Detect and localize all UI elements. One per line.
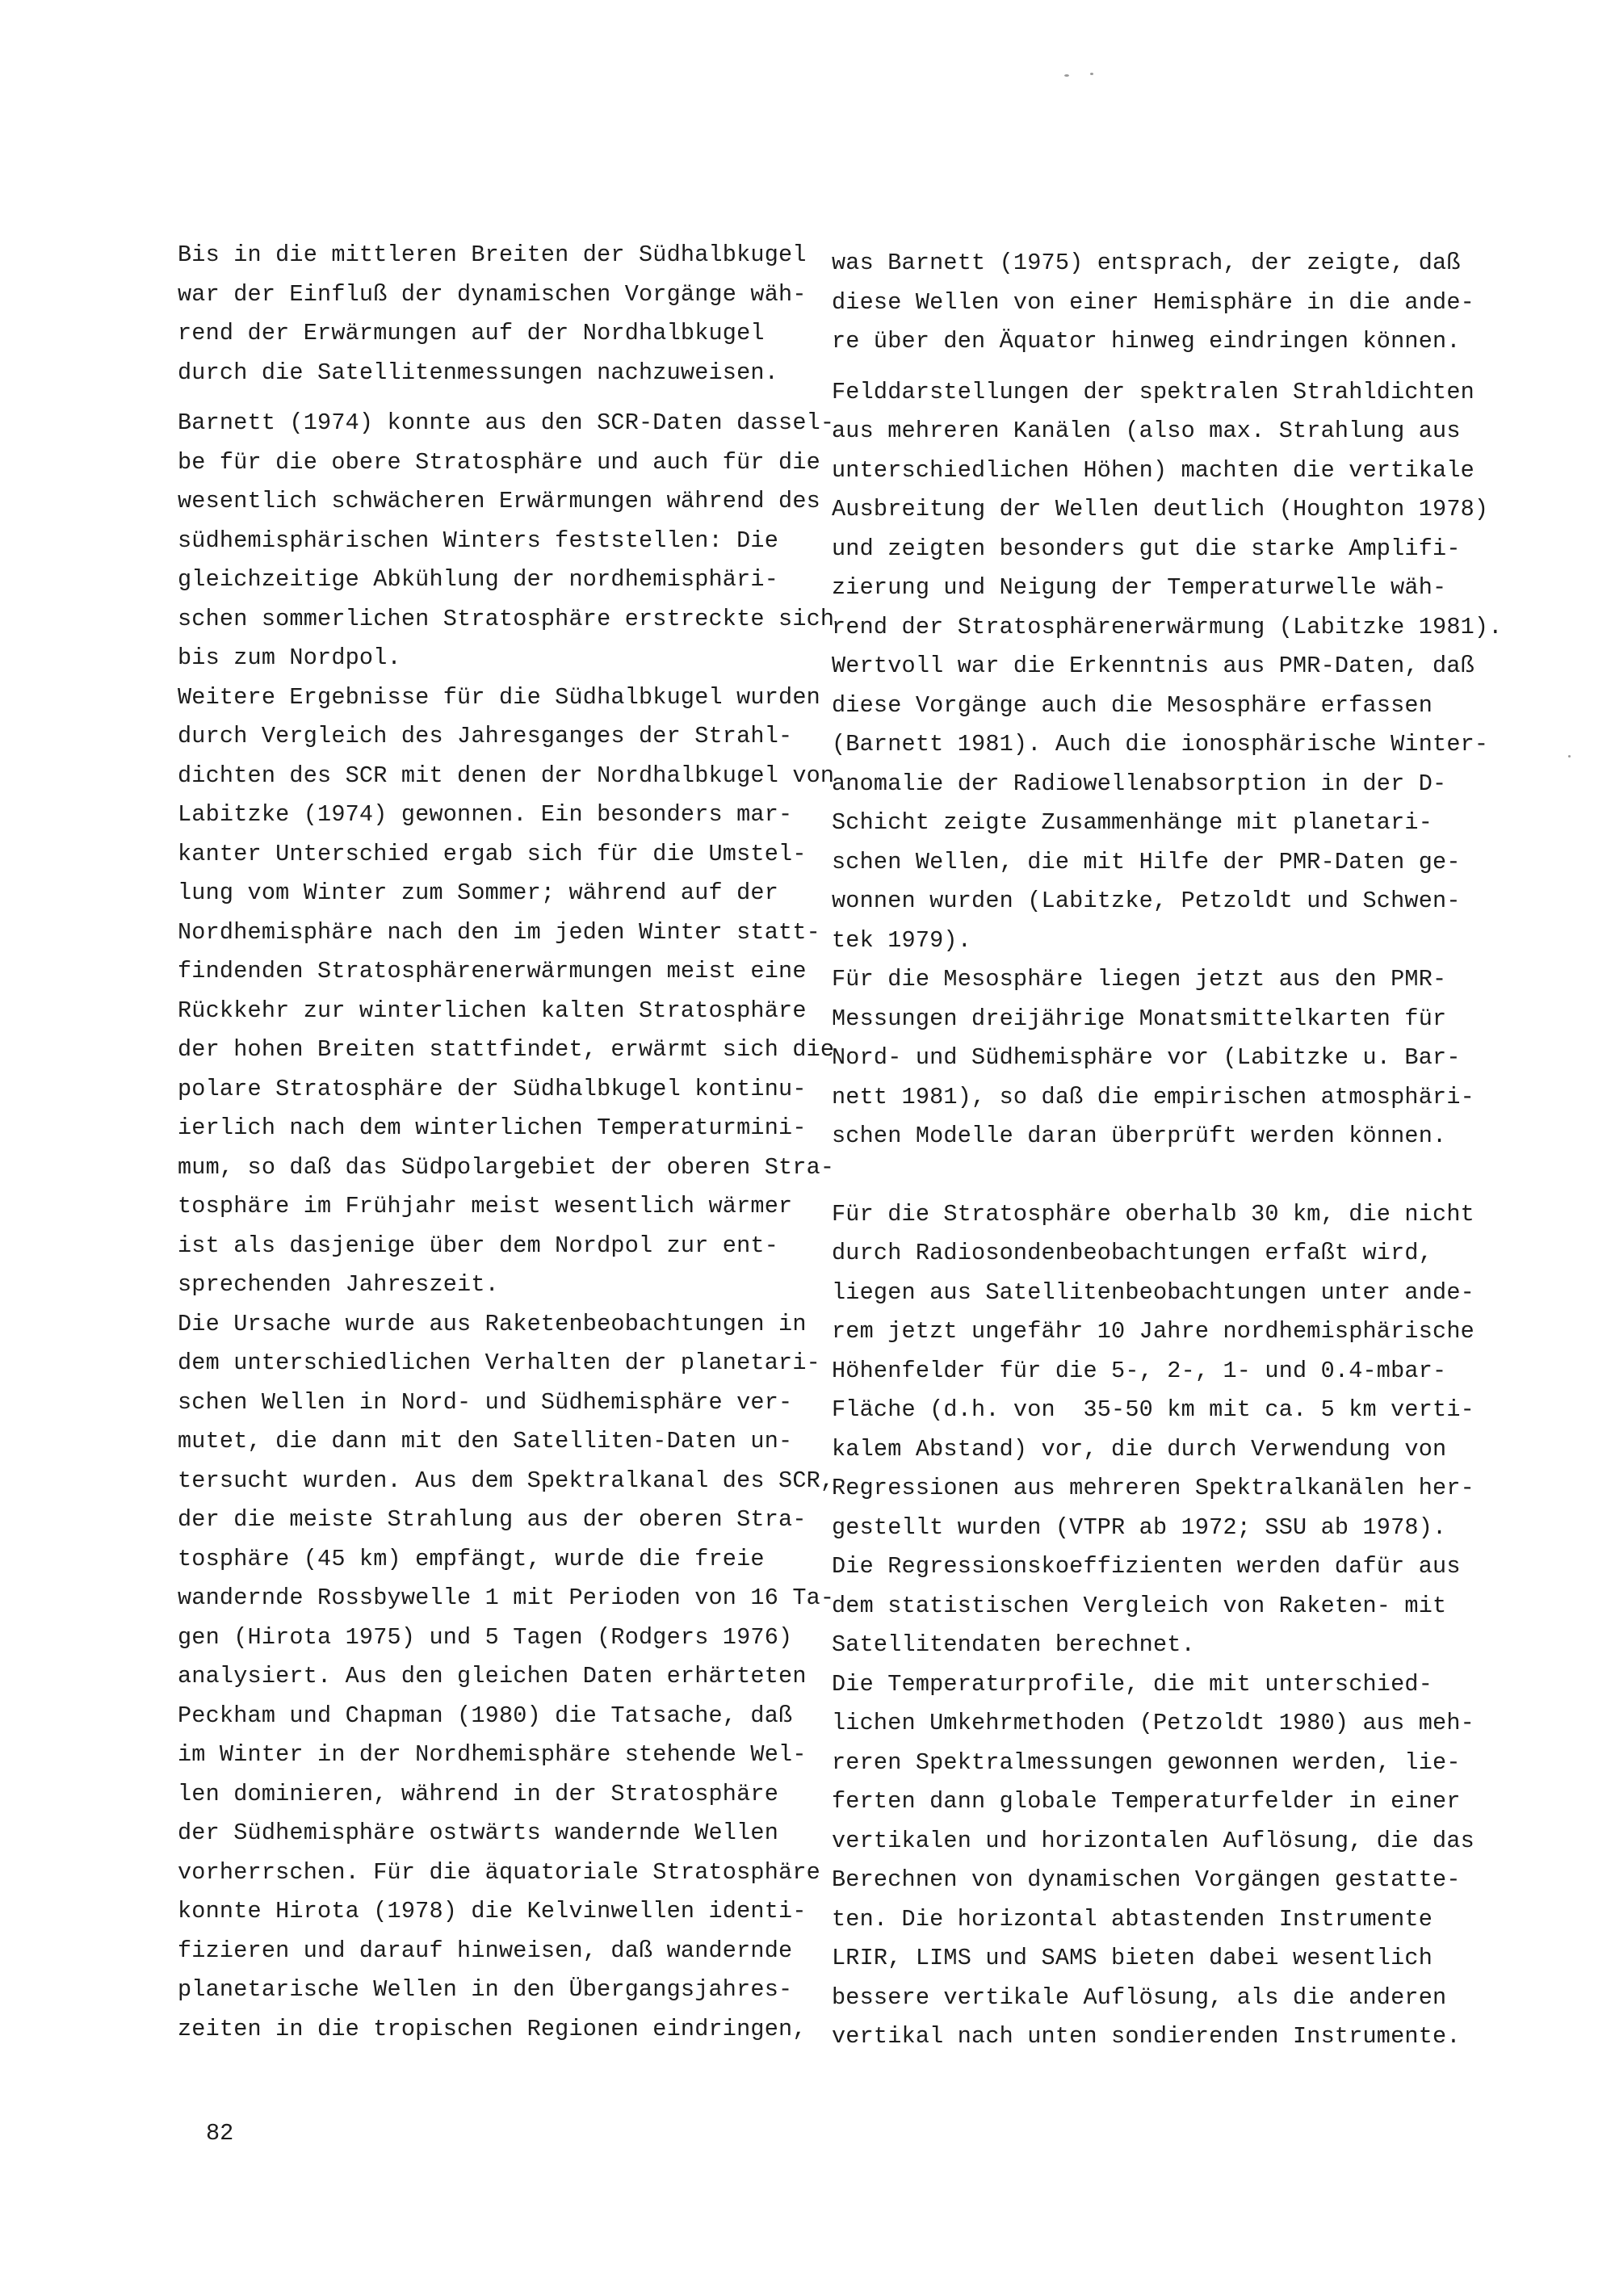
text-line: schen sommerlichen Stratosphäre erstreckte sich — [178, 605, 835, 632]
text-line: Nord- und Südhemisphäre vor (Labitzke u. Bar- — [832, 1044, 1461, 1071]
text-line: (Barnett 1981). Auch die ionosphärische Winter- — [832, 731, 1489, 758]
text-line: rend der Stratosphärenerwärmung (Labitzke 1981). — [832, 613, 1503, 640]
text-line: wesentlich schwächeren Erwärmungen während des — [178, 488, 820, 514]
scan-speck — [1568, 755, 1571, 758]
text-line: kanter Unterschied ergab sich für die Umstel- — [178, 840, 807, 867]
paragraph-mesosphere — [832, 960, 1474, 1156]
text-line: südhemisphärischen Winters feststellen: Die — [178, 527, 779, 554]
paragraph-barnett-1975 — [832, 244, 1474, 362]
text-line: polare Stratosphäre der Südhalbkugel kontinu- — [178, 1075, 807, 1102]
text-line: Wertvoll war die Erkenntnis aus PMR-Daten, daß — [832, 653, 1474, 679]
text-line: durch Radiosondenbeobachtungen erfaßt wird, — [832, 1240, 1433, 1266]
text-line: kalem Abstand) vor, die durch Verwendung von — [832, 1435, 1447, 1463]
scan-speck — [1090, 73, 1093, 75]
text-line: reren Spektralmessungen gewonnen werden, lie- — [832, 1748, 1461, 1776]
text-line: ten. Die horizontal abtastenden Instrumente — [832, 1905, 1433, 1933]
text-line: dem unterschiedlichen Verhalten der planetari- — [178, 1349, 820, 1376]
text-line: sprechenden Jahreszeit. — [178, 1271, 499, 1298]
text-line: Für die Mesosphäre liegen jetzt aus den PMR- — [832, 966, 1447, 993]
text-line: Rückkehr zur winterlichen kalten Stratosphäre — [178, 997, 807, 1024]
text-line: vorherrschen. Für die äquatoriale Stratosphäre — [178, 1858, 820, 1886]
text-line: tosphäre (45 km) empfängt, wurde die freie — [178, 1545, 765, 1572]
text-line: Die Ursache wurde aus Raketenbeobachtungen in — [178, 1310, 807, 1337]
text-line: Die Temperaturprofile, die mit unterschied- — [832, 1670, 1433, 1698]
text-line: rend der Erwärmungen auf der Nordhalbkugel — [178, 320, 765, 346]
text-line: tersucht wurden. Aus dem Spektralkanal des SCR, — [178, 1467, 835, 1494]
text-line: durch Vergleich des Jahresganges der Strahl- — [178, 723, 793, 749]
text-line: Weitere Ergebnisse für die Südhalbkugel wurden — [178, 683, 820, 711]
text-line: der Südhemisphäre ostwärts wandernde Wellen — [178, 1820, 779, 1846]
text-line: der hohen Breiten stattfindet, erwärmt sich die — [178, 1036, 835, 1063]
text-line: Messungen dreijährige Monatsmittelkarten für — [832, 1005, 1447, 1032]
text-line: be für die obere Stratosphäre und auch für die — [178, 448, 820, 476]
text-line: dichten des SCR mit denen der Nordhalbkugel von — [178, 762, 835, 789]
text-line: im Winter in der Nordhemisphäre stehende Wel- — [178, 1741, 807, 1768]
right-text-column — [832, 244, 1503, 2057]
text-line: wandernde Rossbywelle 1 mit Perioden von 16 Ta- — [178, 1585, 835, 1611]
text-line: Labitzke (1974) gewonnen. Ein besonders mar- — [178, 801, 793, 828]
paragraph-field-representations — [832, 373, 1503, 961]
text-line: schen Wellen, die mit Hilfe der PMR-Daten ge- — [832, 848, 1461, 875]
text-line: und zeigten besonders gut die starke Amplifi- — [832, 535, 1461, 562]
text-line: diese Wellen von einer Hemisphäre in die ande- — [832, 288, 1474, 316]
text-line: ferten dann globale Temperaturfelder in einer — [832, 1788, 1461, 1815]
text-line: Barnett (1974) konnte aus den SCR-Daten dassel- — [178, 409, 835, 436]
text-line: war der Einfluß der dynamischen Vorgänge wäh- — [178, 280, 807, 308]
text-line: Die Regressionskoeffizienten werden dafür aus — [832, 1553, 1461, 1580]
text-line: gen (Hirota 1975) und 5 Tagen (Rodgers 1976) — [178, 1623, 793, 1651]
text-line: bis zum Nordpol. — [178, 644, 401, 671]
paragraph-cause-rocket-observations — [178, 1305, 835, 2050]
text-line: re über den Äquator hinweg eindringen können. — [832, 328, 1461, 355]
text-line: findenden Stratosphärenerwärmungen meist eine — [178, 958, 807, 984]
text-line: tek 1979). — [832, 926, 972, 954]
text-line: Ausbreitung der Wellen deutlich (Houghton 1978) — [832, 496, 1489, 523]
text-line: mum, so daß das Südpolargebiet der oberen Stra- — [178, 1153, 835, 1181]
text-line: vertikalen und horizontalen Auflösung, die das — [832, 1827, 1474, 1854]
text-line: schen Modelle daran überprüft werden können. — [832, 1123, 1447, 1149]
text-line: lichen Umkehrmethoden (Petzoldt 1980) aus meh- — [832, 1710, 1474, 1736]
text-line: Fläche (d.h. von 35-50 km mit ca. 5 km verti- — [832, 1396, 1474, 1423]
text-line: gleichzeitige Abkühlung der nordhemisphäri- — [178, 566, 779, 593]
text-line: diese Vorgänge auch die Mesosphäre erfassen — [832, 691, 1433, 719]
text-line: Felddarstellungen der spektralen Strahldichten — [832, 378, 1474, 405]
text-line: vertikal nach unten sondierenden Instrumente. — [832, 2023, 1461, 2050]
text-line: wonnen wurden (Labitzke, Petzoldt und Schwen- — [832, 888, 1461, 914]
scan-speck — [1064, 74, 1069, 77]
text-line: konnte Hirota (1978) die Kelvinwellen identi- — [178, 1898, 807, 1925]
text-line: bessere vertikale Auflösung, als die anderen — [832, 1983, 1447, 2011]
text-line: fizieren und darauf hinweisen, daß wandernde — [178, 1937, 793, 1964]
text-line: mutet, die dann mit den Satelliten-Daten un- — [178, 1428, 793, 1454]
text-line: Höhenfelder für die 5-, 2-, 1- und 0.4-mbar- — [832, 1357, 1447, 1384]
paragraph-barnett-1974 — [178, 404, 835, 678]
text-line: LRIR, LIMS und SAMS bieten dabei wesentlich — [832, 1945, 1433, 1971]
paragraph-southern-hemisphere-influence — [178, 236, 808, 392]
text-line: Nordhemisphäre nach den im jeden Winter statt- — [178, 918, 820, 946]
text-line: unterschiedlichen Höhen) machten die vertikale — [832, 456, 1474, 484]
paragraph-temperature-profiles — [832, 1665, 1474, 2057]
paragraph-further-results — [178, 678, 835, 1305]
text-line: planetarische Wellen in den Übergangsjahres- — [178, 1976, 793, 2003]
text-line: Schicht zeigte Zusammenhänge mit planetari- — [832, 809, 1433, 836]
text-line: nett 1981), so daß die empirischen atmosphäri- — [832, 1083, 1474, 1110]
text-line: aus mehreren Kanälen (also max. Strahlung aus — [832, 418, 1461, 444]
text-line: durch die Satellitenmessungen nachzuweisen. — [178, 359, 779, 386]
text-line: Regressionen aus mehreren Spektralkanälen her- — [832, 1475, 1474, 1501]
text-line: ist als dasjenige über dem Nordpol zur ent- — [178, 1232, 779, 1259]
text-line: rem jetzt ungefähr 10 Jahre nordhemisphärische — [832, 1318, 1474, 1345]
text-line: Peckham und Chapman (1980) die Tatsache, daß — [178, 1702, 793, 1729]
text-line: dem statistischen Vergleich von Raketen- mit — [832, 1592, 1447, 1619]
text-line: zierung und Neigung der Temperaturwelle wäh- — [832, 574, 1447, 601]
text-line: Berechnen von dynamischen Vorgängen gestatte- — [832, 1866, 1461, 1893]
text-line: Bis in die mittleren Breiten der Südhalbkugel — [178, 241, 807, 268]
text-line: anomalie der Radiowellenabsorption in der D- — [832, 770, 1447, 797]
text-line: gestellt wurden (VTPR ab 1972; SSU ab 1978). — [832, 1513, 1447, 1541]
text-line: schen Wellen in Nord- und Südhemisphäre ver- — [178, 1388, 793, 1416]
paragraph-stratosphere-above-30km — [832, 1195, 1474, 1665]
left-text-column — [178, 236, 835, 2049]
text-line: zeiten in die tropischen Regionen eindringen, — [178, 2015, 807, 2042]
text-line: was Barnett (1975) entsprach, der zeigte, daß — [832, 250, 1461, 276]
page-number: 82 — [206, 2120, 234, 2147]
text-line: len dominieren, während in der Stratosphäre — [178, 1780, 779, 1807]
text-line: ierlich nach dem winterlichen Temperaturmini- — [178, 1114, 807, 1141]
text-line: lung vom Winter zum Sommer; während auf der — [178, 879, 779, 906]
text-line: liegen aus Satellitenbeobachtungen unter ande- — [832, 1278, 1474, 1306]
text-line: der die meiste Strahlung aus der oberen Stra- — [178, 1506, 807, 1533]
text-line: Satellitendaten berechnet. — [832, 1631, 1195, 1658]
text-line: Für die Stratosphäre oberhalb 30 km, die nicht — [832, 1200, 1474, 1228]
text-line: tosphäre im Frühjahr meist wesentlich wärmer — [178, 1193, 793, 1219]
text-line: analysiert. Aus den gleichen Daten erhärteten — [178, 1663, 807, 1689]
